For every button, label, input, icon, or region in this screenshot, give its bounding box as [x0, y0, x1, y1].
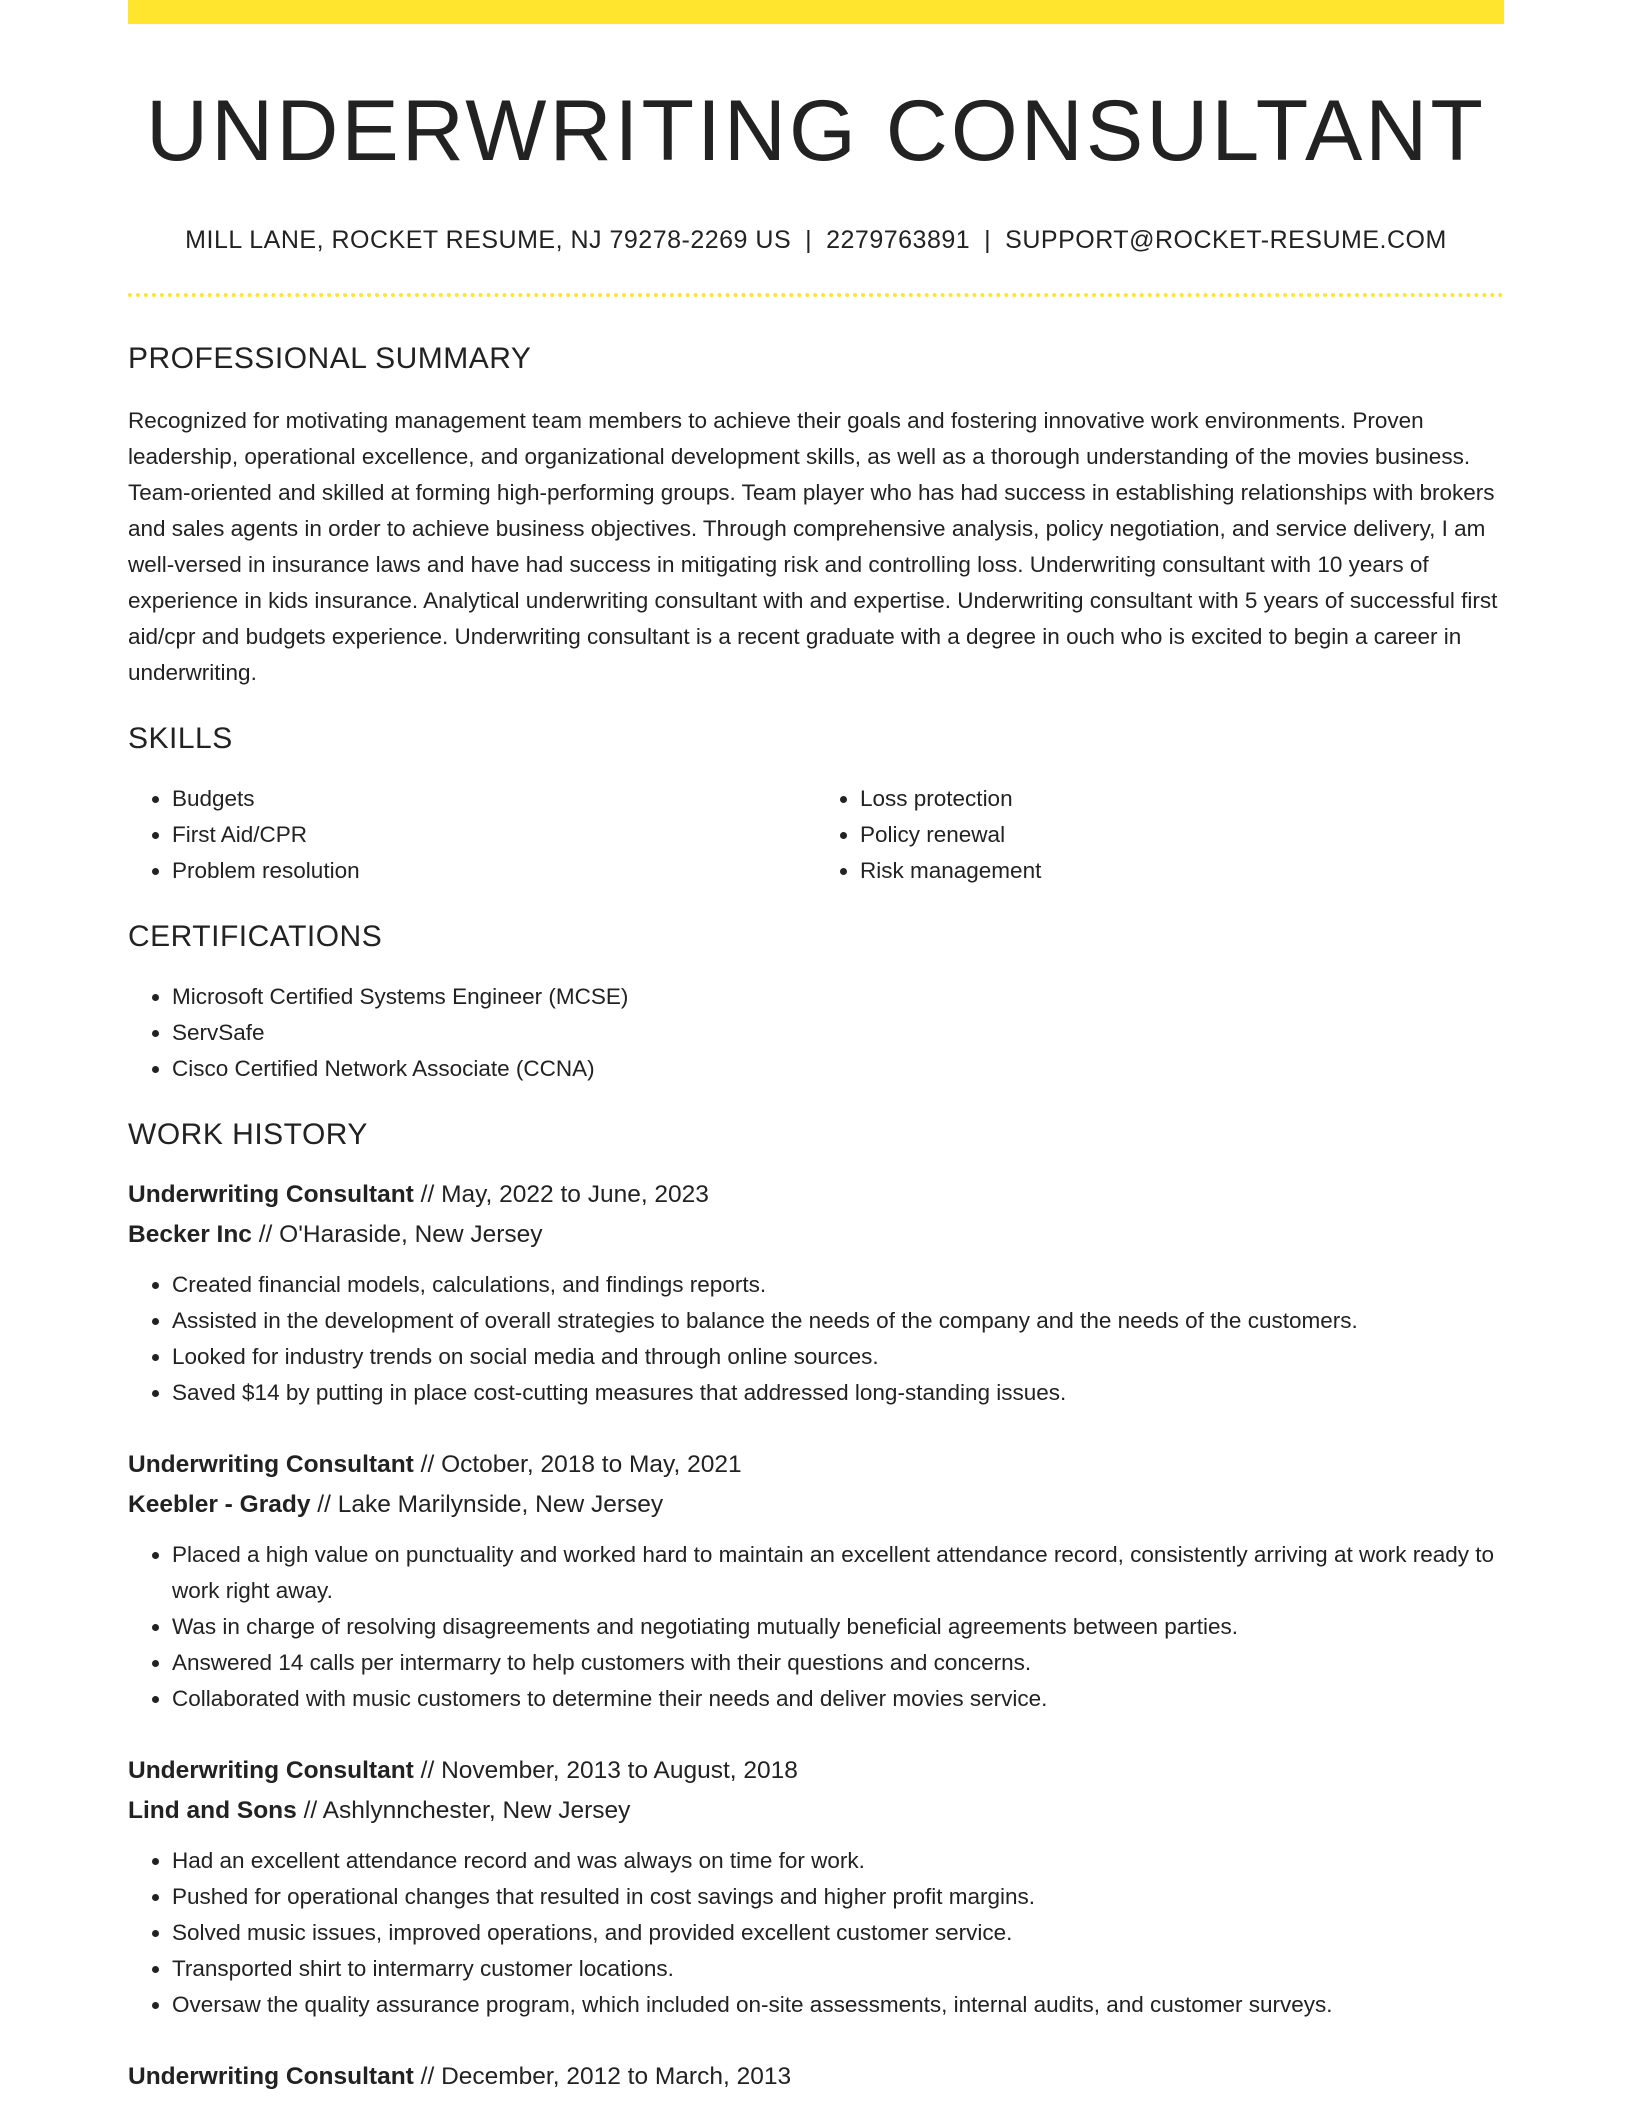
section-title-skills: SKILLS: [128, 721, 233, 755]
job-bullets: [128, 1537, 1504, 1717]
certification-item: • ServSafe: [172, 1015, 1504, 1051]
resume-page: [128, 0, 1504, 2097]
job-company: Becker Inc: [128, 1220, 252, 1248]
section-title-summary: PROFESSIONAL SUMMARY: [128, 341, 532, 375]
job-separator: //: [296, 1796, 323, 1824]
contact-phone: 2279763891: [826, 225, 971, 254]
job-company-line: [128, 1215, 1504, 1255]
job-entry: [128, 1175, 1504, 1411]
job-separator: //: [413, 1756, 442, 1784]
job-dates: May, 2022 to June, 2023: [441, 1180, 709, 1208]
job-entry: [128, 2057, 1504, 2097]
job-bullet: • Solved music issues, improved operations, and provided excellent customer service.: [172, 1915, 1504, 1951]
job-company-line: [128, 1791, 1504, 1831]
skill-item: • Loss protection: [860, 781, 1504, 817]
job-bullet: • Was in charge of resolving disagreements and negotiating mutually beneficial agreements between parties.: [172, 1609, 1504, 1645]
job-separator: //: [310, 1490, 338, 1518]
section-title-certifications: CERTIFICATIONS: [128, 919, 383, 953]
job-role: Underwriting Consultant: [128, 1756, 414, 1784]
job-role-line: [128, 1175, 1504, 1215]
contact-line: [128, 225, 1504, 255]
job-role: Underwriting Consultant: [128, 1180, 414, 1208]
job-bullet: • Created financial models, calculations, and findings reports.: [172, 1267, 1504, 1303]
job-dates: October, 2018 to May, 2021: [441, 1450, 742, 1478]
summary-text: Recognized for motivating management team members to achieve their goals and fostering innovative work environments. Proven leadership, operational excellence, and organizational development skills, as well as a thorough understanding of the movies business. Team-oriented and skilled at forming high-performing groups. Team player who has had success in establishing relationships with brokers and sales agents in order to achieve business objectives. Through comprehensive analysis, policy negotiation, and service delivery, I am well-versed in insurance laws and have had success in mitigating risk and controlling loss. Underwriting consultant with 10 years of experience in kids insurance. Analytical underwriting consultant with and expertise. Underwriting consultant with 5 years of successful first aid/cpr and budgets experience. Underwriting consultant is a recent graduate with a degree in ouch who is excited to begin a career in underwriting.: [128, 407, 1498, 685]
job-location: O'Haraside, New Jersey: [279, 1220, 543, 1248]
job-bullet: • Assisted in the development of overall strategies to balance the needs of the company and the needs of the customers.: [172, 1303, 1504, 1339]
job-company: Keebler - Grady: [128, 1490, 311, 1518]
skill-item: • Policy renewal: [860, 817, 1504, 853]
contact-separator: |: [984, 225, 992, 254]
section-title-work-history: WORK HISTORY: [128, 1117, 368, 1151]
resume-name: UNDERWRITING CONSULTANT: [146, 83, 1486, 179]
job-location: Lake Marilynside, New Jersey: [337, 1490, 664, 1518]
job-dates: November, 2013 to August, 2018: [441, 1756, 798, 1784]
job-bullets: [128, 1267, 1504, 1411]
job-role-line: [128, 2057, 1504, 2097]
skill-item: • First Aid/CPR: [172, 817, 816, 853]
job-separator: //: [413, 2062, 442, 2090]
job-bullet: • Looked for industry trends on social media and through online sources.: [172, 1339, 1504, 1375]
skill-item: • Risk management: [860, 853, 1504, 889]
skill-item: • Problem resolution: [172, 853, 816, 889]
job-role-line: [128, 1751, 1504, 1791]
job-separator: //: [413, 1180, 442, 1208]
contact-address: MILL LANE, ROCKET RESUME, NJ 79278-2269 US: [185, 225, 792, 254]
job-location: Ashlynnchester, New Jersey: [322, 1796, 631, 1824]
job-bullet: • Collaborated with music customers to determine their needs and deliver movies service.: [172, 1681, 1504, 1717]
job-role-line: [128, 1445, 1504, 1485]
contact-email[interactable]: SUPPORT@ROCKET-RESUME.COM: [1005, 225, 1447, 254]
skills-grid: [128, 781, 1504, 889]
job-bullet: • Had an excellent attendance record and was always on time for work.: [172, 1843, 1504, 1879]
top-accent-bar: [128, 0, 1504, 24]
job-bullet: • Transported shirt to intermarry customer locations.: [172, 1951, 1504, 1987]
job-company: Lind and Sons: [128, 1796, 297, 1824]
certification-item: • Microsoft Certified Systems Engineer (MCSE): [172, 979, 1504, 1015]
job-role: Underwriting Consultant: [128, 2062, 414, 2090]
job-role: Underwriting Consultant: [128, 1450, 414, 1478]
skills-left-list: [128, 781, 816, 889]
job-bullet: • Oversaw the quality assurance program, which included on-site assessments, internal audits, and customer surveys.: [172, 1987, 1504, 2023]
job-company-line: [128, 1485, 1504, 1525]
job-entry: [128, 1751, 1504, 2023]
job-separator: //: [413, 1450, 442, 1478]
certifications-list: [128, 979, 1504, 1087]
job-bullet: • Placed a high value on punctuality and worked hard to maintain an excellent attendance record, consistently arriving at work ready to work right away.: [172, 1537, 1504, 1609]
skills-right-list: [816, 781, 1504, 889]
job-dates: December, 2012 to March, 2013: [441, 2062, 792, 2090]
job-bullet: • Answered 14 calls per intermarry to help customers with their questions and concerns.: [172, 1645, 1504, 1681]
job-bullet: • Saved $14 by putting in place cost-cutting measures that addressed long-standing issues.: [172, 1375, 1504, 1411]
job-bullets: [128, 1843, 1504, 2023]
certification-item: • Cisco Certified Network Associate (CCNA): [172, 1051, 1504, 1087]
job-bullet: • Pushed for operational changes that resulted in cost savings and higher profit margins.: [172, 1879, 1504, 1915]
job-entry: [128, 1445, 1504, 1717]
dotted-divider: [128, 293, 1504, 297]
contact-separator: |: [805, 225, 813, 254]
skill-item: • Budgets: [172, 781, 816, 817]
job-separator: //: [251, 1220, 280, 1248]
